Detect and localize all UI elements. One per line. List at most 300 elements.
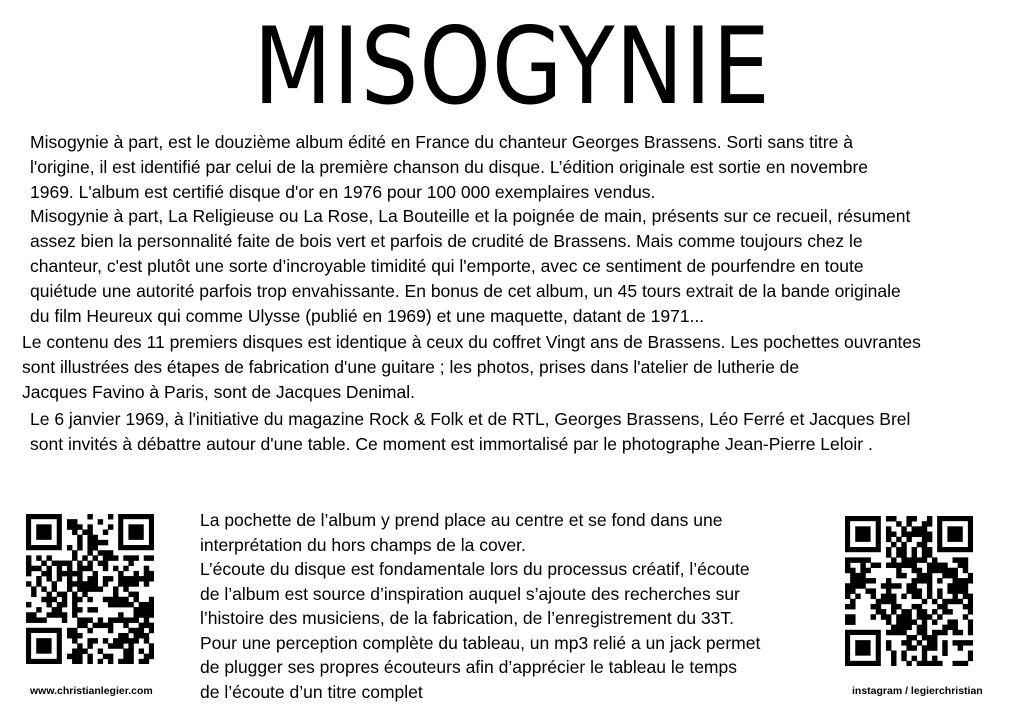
qr-module [891,563,896,568]
paragraph-debate [30,407,910,457]
qr-module [123,617,128,622]
qr-module [128,576,133,581]
qr-module [72,524,77,529]
qr-module [947,599,952,604]
qr-module [93,607,98,612]
qr-module [72,607,77,612]
qr-module [139,623,144,628]
qr-module [917,604,922,609]
qr-module [912,635,917,640]
qr-module [901,619,906,624]
qr-module [891,532,896,537]
qr-module [901,557,906,562]
qr-module [26,602,31,607]
qr-module [134,555,139,560]
text-line: Misogynie à part, La Religieuse ou La Rose, La Bouteille et la poignée de main, présents sur ce recueil, résument [30,206,911,226]
qr-module [128,654,133,659]
qr-module [922,656,927,661]
qr-module [144,581,149,586]
qr-code-icon [26,514,154,664]
qr-module [968,650,973,655]
qr-module [108,643,113,648]
qr-module [886,552,891,557]
qr-module [886,547,891,552]
qr-module [845,583,850,588]
qr-module [922,609,927,614]
qr-module [128,638,133,643]
qr-module [118,581,123,586]
text-line: sont invités à débattre autour d'une table. Ce moment est immortalisé par le photographe Jean-Pierre Leloir . [30,434,873,454]
qr-module [947,568,952,573]
qr-module [917,588,922,593]
qr-module [876,599,881,604]
qr-module [128,592,133,597]
qr-module [871,578,876,583]
qr-module [927,661,932,666]
qr-module [901,542,906,547]
qr-module [937,594,942,599]
qr-module [932,645,937,650]
qr-module [937,563,942,568]
qr-module [67,571,72,576]
qr-module [41,571,46,576]
paragraph-artwork [200,508,760,704]
qr-module [144,607,149,612]
qr-module [87,628,92,633]
qr-module [52,597,57,602]
qr-module [922,635,927,640]
qr-module [912,568,917,573]
qr-module [968,609,973,614]
qr-module [113,617,118,622]
qr-module [134,638,139,643]
qr-module [968,599,973,604]
qr-module [922,532,927,537]
qr-module [139,602,144,607]
qr-module [144,638,149,643]
qr-module [144,612,149,617]
qr-module [62,592,67,597]
qr-module [932,630,937,635]
qr-module [134,633,139,638]
qr-module [896,547,901,552]
qr-module [87,540,92,545]
qr-module [896,604,901,609]
qr-module [67,576,72,581]
qr-module [98,617,103,622]
qr-module [72,628,77,633]
qr-module [860,557,865,562]
qr-module [72,638,77,643]
qr-module [850,557,855,562]
qr-module [108,602,113,607]
qr-module [52,561,57,566]
qr-module [93,540,98,545]
qr-module [891,630,896,635]
qr-module [26,571,31,576]
qr-module [52,581,57,586]
qr-module [912,645,917,650]
qr-module [896,573,901,578]
qr-module [891,583,896,588]
qr-module [31,566,36,571]
qr-module [901,532,906,537]
qr-module [917,661,922,666]
qr-module [149,602,154,607]
qr-module [922,661,927,666]
qr-module [149,628,154,633]
qr-module [886,578,891,583]
qr-module [958,640,963,645]
qr-module [118,571,123,576]
qr-module [906,588,911,593]
qr-module [932,619,937,624]
qr-module [123,555,128,560]
qr-module [927,614,932,619]
qr-module [41,561,46,566]
qr-module [26,612,31,617]
qr-module [917,568,922,573]
qr-module [139,607,144,612]
qr-module [886,619,891,624]
qr-module [77,545,82,550]
qr-module [123,566,128,571]
qr-module [108,524,113,529]
qr-module [46,571,51,576]
qr-module [932,640,937,645]
qr-module [958,563,963,568]
qr-module [72,550,77,555]
qr-module [103,623,108,628]
qr-module [36,581,41,586]
qr-module [87,654,92,659]
qr-module [128,561,133,566]
website-link[interactable]: www.christianlegier.com [30,685,153,697]
qr-module [845,594,850,599]
qr-module [72,592,77,597]
qr-module [850,588,855,593]
qr-module [144,633,149,638]
qr-module [139,659,144,664]
qr-module [134,612,139,617]
qr-module [855,557,860,562]
qr-module [942,640,947,645]
qr-module [87,617,92,622]
qr-module [128,643,133,648]
qr-module [108,576,113,581]
qr-module [958,661,963,666]
qr-module [912,578,917,583]
qr-module [937,614,942,619]
qr-module [953,625,958,630]
qr-module [963,563,968,568]
qr-module [98,561,103,566]
qr-module [881,583,886,588]
qr-module [912,526,917,531]
qr-module [891,516,896,521]
qr-module [850,583,855,588]
qr-module [123,638,128,643]
qr-module [942,604,947,609]
qr-module [77,561,82,566]
qr-module [108,628,113,633]
text-line: Le contenu des 11 premiers disques est identique à ceux du coffret Vingt ans de Brassens. Les pochettes ouvrantes [22,332,921,352]
qr-module [968,594,973,599]
qr-module [927,583,932,588]
qr-code-website[interactable] [26,514,154,664]
qr-module [82,581,87,586]
qr-module [917,542,922,547]
qr-module [57,592,62,597]
qr-module [963,588,968,593]
qr-module [896,625,901,630]
text-line: du film Heureux qui comme Ulysse (publié en 1969) et une maquette, datant de 1971... [30,306,705,326]
qr-module [906,516,911,521]
qr-module [922,650,927,655]
qr-module [52,612,57,617]
qr-module [77,607,82,612]
qr-module [886,599,891,604]
qr-module [26,561,31,566]
qr-finder-pattern [855,640,870,656]
qr-module [123,633,128,638]
qr-module [891,625,896,630]
qr-module [860,573,865,578]
qr-module [912,594,917,599]
qr-module [87,545,92,550]
qr-module [93,535,98,540]
qr-module [891,557,896,562]
qr-module [67,586,72,591]
instagram-link[interactable]: instagram / legierchristian [852,685,983,697]
qr-module [108,550,113,555]
qr-module [937,588,942,593]
text-line: Misogynie à part, est le douzième album édité en France du chanteur Georges Brassens. Sorti sans titre à [30,132,853,152]
qr-module [865,568,870,573]
qr-module [113,555,118,560]
qr-module [958,630,963,635]
qr-module [123,586,128,591]
qr-module [912,552,917,557]
qr-module [922,547,927,552]
qr-module [103,530,108,535]
qr-module [108,597,113,602]
qr-module [881,614,886,619]
qr-module [103,550,108,555]
qr-module [31,592,36,597]
qr-module [845,614,850,619]
qr-module [871,563,876,568]
qr-module [891,542,896,547]
qr-module [860,583,865,588]
qr-module [149,555,154,560]
qr-module [87,607,92,612]
qr-module [77,617,82,622]
qr-module [953,583,958,588]
qr-module [72,571,77,576]
qr-module [932,557,937,562]
qr-module [947,619,952,624]
qr-module [917,557,922,562]
qr-module [103,555,108,560]
qr-module [103,654,108,659]
qr-module [87,659,92,664]
qr-module [912,619,917,624]
qr-module [57,612,62,617]
qr-module [845,568,850,573]
qr-module [968,640,973,645]
qr-module [891,594,896,599]
qr-module [93,545,98,550]
qr-module [123,602,128,607]
qr-module [36,555,41,560]
qr-module [134,597,139,602]
qr-module [958,578,963,583]
qr-module [128,555,133,560]
qr-module [113,592,118,597]
qr-module [953,568,958,573]
qr-module [871,614,876,619]
qr-module [896,583,901,588]
qr-module [968,656,973,661]
qr-module [103,638,108,643]
qr-module [896,552,901,557]
qr-module [886,594,891,599]
qr-module [896,563,901,568]
qr-module [36,576,41,581]
qr-module [139,628,144,633]
qr-module [82,592,87,597]
qr-module [871,594,876,599]
qr-module [901,614,906,619]
qr-module [82,566,87,571]
qr-module [932,599,937,604]
qr-module [46,602,51,607]
qr-module [927,640,932,645]
qr-module [937,578,942,583]
qr-module [108,623,113,628]
qr-module [927,594,932,599]
qr-module [77,654,82,659]
qr-module [947,573,952,578]
qr-module [886,526,891,531]
qr-module [917,625,922,630]
qr-module [927,573,932,578]
qr-module [149,597,154,602]
qr-module [52,586,57,591]
qr-module [942,573,947,578]
qr-module [937,630,942,635]
qr-module [891,609,896,614]
qr-module [26,566,31,571]
qr-module [82,586,87,591]
qr-module [113,586,118,591]
qr-module [72,530,77,535]
text-line: l’histoire des musiciens, de la fabrication, de l’enregistrement du 33T. [200,608,735,628]
qr-module [93,581,98,586]
qr-module [149,607,154,612]
qr-module [52,607,57,612]
qr-module [932,609,937,614]
qr-module [103,581,108,586]
qr-module [26,617,31,622]
qr-module [77,597,82,602]
qr-module [917,609,922,614]
qr-module [149,576,154,581]
paragraph-intro [30,130,868,205]
qr-module [896,614,901,619]
qr-module [906,614,911,619]
text-line: chanteur, c'est plutôt une sorte d’incroyable timidité qui l'emporte, avec ce sentiment de pourfendre en toute [30,256,864,276]
qr-module [77,648,82,653]
qr-module [927,516,932,521]
qr-module [77,659,82,664]
qr-module [901,609,906,614]
qr-module [860,578,865,583]
qr-module [144,654,149,659]
qr-module [958,588,963,593]
qr-module [134,607,139,612]
qr-module [93,638,98,643]
qr-module [937,604,942,609]
qr-module [57,607,62,612]
qr-module [901,547,906,552]
qr-module [860,568,865,573]
qr-module [93,623,98,628]
qr-module [57,561,62,566]
qr-finder-pattern [128,524,143,540]
qr-module [968,625,973,630]
qr-module [886,588,891,593]
qr-module [98,648,103,653]
text-line: assez bien la personnalité faite de bois vert et parfois de crudité de Brassens. Mais comme toujours chez le [30,231,863,251]
qr-module [958,599,963,604]
paragraph-contents [22,330,921,405]
qr-module [958,583,963,588]
qr-module [139,648,144,653]
qr-module [901,656,906,661]
qr-module [67,633,72,638]
text-line: Le 6 janvier 1969, à l'initiative du magazine Rock & Folk et de RTL, Georges Brassens, Léo Ferré et Jacques Brel [30,409,911,429]
qr-module [963,640,968,645]
qr-module [963,583,968,588]
qr-module [77,623,82,628]
qr-module [901,573,906,578]
qr-module [947,625,952,630]
qr-code-instagram[interactable] [845,516,973,666]
qr-module [947,609,952,614]
qr-module [128,648,133,653]
qr-module [93,571,98,576]
qr-module [144,617,149,622]
qr-module [886,537,891,542]
qr-module [963,578,968,583]
qr-module [118,597,123,602]
qr-module [87,643,92,648]
qr-module [927,588,932,593]
text-line: Pour une perception complète du tableau, un mp3 relié a un jack permet [200,632,761,653]
qr-module [98,623,103,628]
qr-module [958,557,963,562]
qr-module [77,524,82,529]
qr-module [93,555,98,560]
qr-module [67,628,72,633]
qr-module [103,576,108,581]
qr-module [98,550,103,555]
qr-module [968,573,973,578]
qr-module [149,623,154,628]
qr-module [72,555,77,560]
